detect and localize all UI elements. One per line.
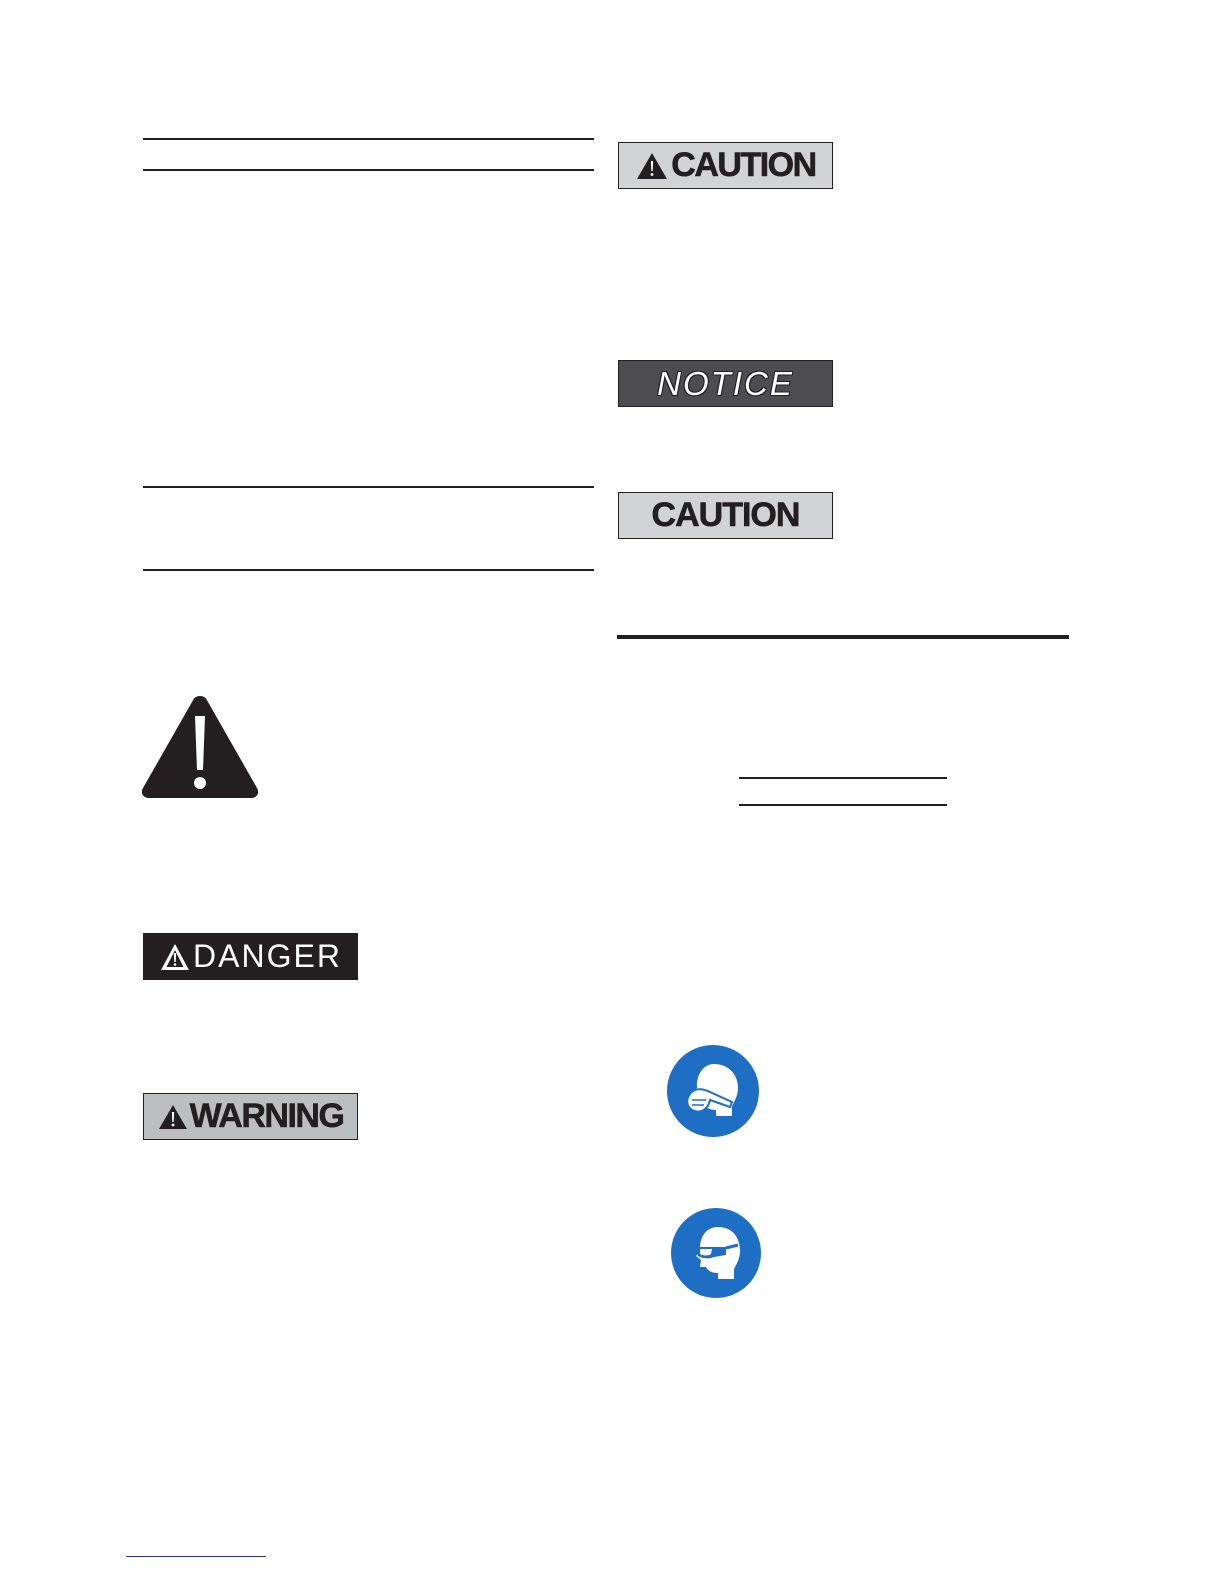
- footer-link-underline[interactable]: [126, 1556, 266, 1557]
- caution-plain-label-text: CAUTION: [651, 496, 800, 534]
- danger-label-text: DANGER: [193, 938, 342, 974]
- caution-label-text: CAUTION: [671, 146, 816, 184]
- right-rule-short-1: [739, 777, 947, 779]
- left-rule-top-2: [143, 169, 594, 171]
- left-rule-top-1: [143, 138, 594, 140]
- warning-label-text: WARNING: [189, 1097, 344, 1135]
- notice-label-text: NOTICE: [657, 364, 794, 402]
- left-rule-mid-1: [143, 486, 594, 488]
- safety-alert-small-icon: [635, 151, 669, 181]
- notice-label: [618, 360, 833, 407]
- warning-label: [143, 1093, 358, 1140]
- caution-label-with-alert: [618, 142, 833, 189]
- right-rule-short-2: [739, 804, 947, 806]
- safety-alert-triangle-icon: [138, 692, 262, 802]
- left-rule-mid-2: [143, 569, 594, 571]
- danger-label: [143, 933, 358, 980]
- dust-mask-icon: [666, 1044, 760, 1138]
- safety-glasses-icon: [670, 1207, 762, 1299]
- safety-alert-small-icon: [159, 942, 191, 972]
- right-rule-thick: [617, 635, 1069, 639]
- caution-label-plain: [618, 492, 833, 539]
- safety-alert-small-icon: [158, 1103, 188, 1131]
